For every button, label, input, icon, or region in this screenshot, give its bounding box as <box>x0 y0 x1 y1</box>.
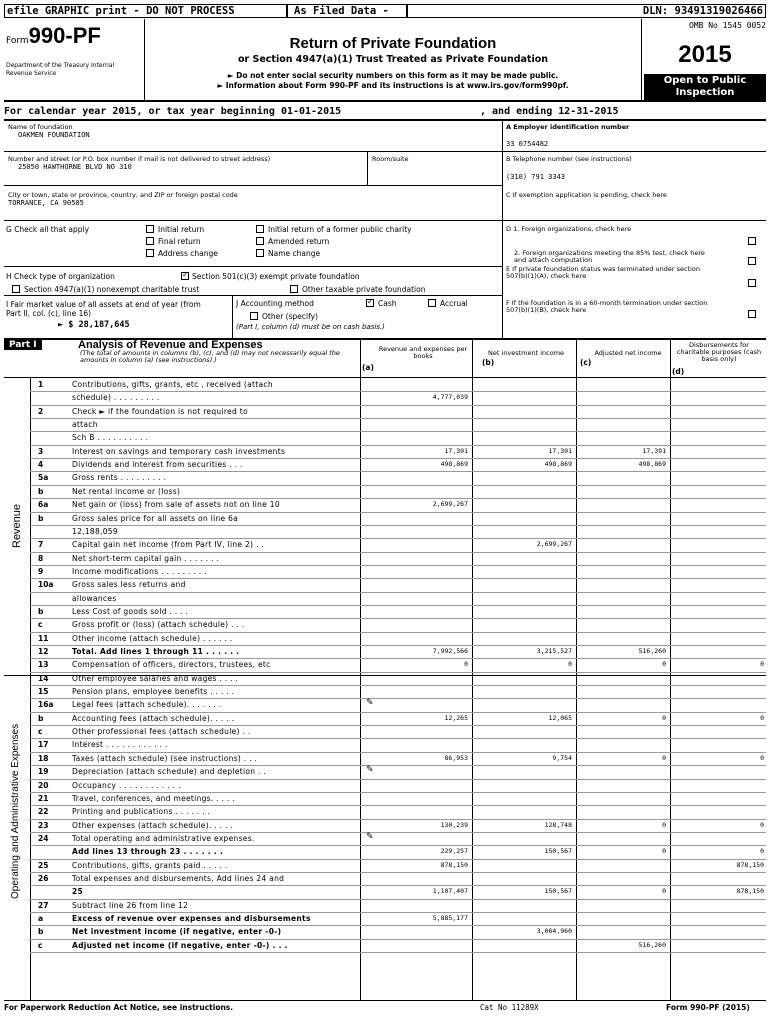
cell-col-a[interactable]: 17,391 <box>444 446 468 455</box>
telephone-value[interactable]: (310) 791 3343 <box>506 173 566 181</box>
department-label: Department of the Treasury Internal Revenue Service <box>6 62 115 77</box>
e-checkbox[interactable] <box>748 279 756 287</box>
line-number: 15 <box>38 687 49 697</box>
line-number: 3 <box>38 446 44 456</box>
col-a-letter: (a) <box>362 363 374 372</box>
line-number: c <box>38 940 43 950</box>
cell-col-c[interactable]: 0 <box>662 660 666 669</box>
cell-col-a[interactable]: 0 <box>464 660 468 669</box>
header-title-block <box>144 19 642 100</box>
exemption-pending-label: C If exemption application is pending, check here <box>506 191 667 199</box>
line-label: Legal fees (attach schedule). . . . . . . <box>72 700 222 710</box>
cell-col-d[interactable]: 878,150 <box>736 887 764 896</box>
cell-col-c[interactable]: 0 <box>662 753 666 762</box>
calendar-begin: For calendar year 2015, or tax year beginning 01-01-2015 <box>4 106 342 117</box>
name-label: Name of foundation <box>8 123 73 131</box>
line-label: Occupancy . . . . . . . . . . . . <box>72 780 181 790</box>
line-number: b <box>38 486 44 496</box>
line-number: 25 <box>38 860 49 870</box>
cell-col-a[interactable]: 1,107,407 <box>432 887 468 896</box>
telephone-label: B Telephone number (see instructions) <box>506 155 632 163</box>
line-label: Contributions, gifts, grants paid . . . . . <box>72 860 228 870</box>
info-note: ► Information about Form 990-PF and its instructions is at www.irs.gov/form990pf. <box>217 81 569 90</box>
tax-year: 2015 <box>678 41 732 68</box>
cell-col-c[interactable]: 0 <box>662 847 666 856</box>
open-to-public-badge: Open to Public Inspection <box>644 74 766 100</box>
line-number: 8 <box>38 553 44 563</box>
line-label: Excess of revenue over expenses and disbursements <box>72 914 311 923</box>
line-label: Accounting fees (attach schedule). . . . . <box>72 713 235 723</box>
cash-checkbox[interactable] <box>366 299 374 307</box>
initial-return-label: Initial return <box>158 225 205 234</box>
final-return-checkbox[interactable] <box>146 237 154 245</box>
line-label: Net rental income or (loss) <box>72 486 181 496</box>
line-label: Other employee salaries and wages . . . . <box>72 673 239 683</box>
part-description: (The total of amounts in columns (b), (c), and (d) may not necessarily equal the amounts in column (a) (see instructions).) <box>80 349 340 364</box>
line-label: Dividends and interest from securities . . . <box>72 460 243 470</box>
line-label: Other expenses (attach schedule). . . . . <box>72 820 234 830</box>
line-label: Other income (attach schedule) . . . . . . <box>72 633 233 643</box>
ein-value[interactable]: 33 0754482 <box>506 140 549 148</box>
former-charity-label: Initial return of a former public charity <box>268 225 412 234</box>
col-b-header: Net investment income <box>487 349 565 357</box>
attachment-icon[interactable]: ✎ <box>366 765 374 776</box>
line-number: 24 <box>38 833 49 843</box>
cell-col-b[interactable]: 150,567 <box>544 847 572 856</box>
cell-col-a[interactable]: 130,239 <box>440 820 468 829</box>
form-footer-id: Form 990-PF (2015) <box>666 1003 750 1012</box>
cell-col-a[interactable]: 229,257 <box>440 847 468 856</box>
cell-col-b[interactable]: 150,567 <box>544 887 572 896</box>
line-number: 21 <box>38 793 49 803</box>
4947-checkbox[interactable] <box>12 285 20 293</box>
d2-checkbox[interactable] <box>748 257 756 265</box>
line-label: Income modifications . . . . . . . . . <box>72 566 207 576</box>
omb-number: OMB No 1545 0052 <box>688 21 766 30</box>
cell-col-a[interactable]: 498,869 <box>440 460 468 469</box>
line-number: b <box>38 606 44 616</box>
form-subtitle: or Section 4947(a)(1) Trust Treated as Private Foundation <box>237 54 549 65</box>
line-number: 18 <box>38 753 49 763</box>
top-banner <box>4 4 766 18</box>
address-label: Number and street (or P.O. box number if mail is not delivered to street address) <box>8 155 271 163</box>
initial-return-checkbox[interactable] <box>146 225 154 233</box>
line-number: c <box>38 620 43 630</box>
accrual-label: Accrual <box>440 299 468 308</box>
cell-col-a[interactable]: 12,265 <box>444 713 468 722</box>
former-charity-checkbox[interactable] <box>256 225 264 233</box>
foreign-org-label: D 1. Foreign organizations, check here <box>506 225 632 233</box>
cell-col-d[interactable]: 0 <box>760 847 764 856</box>
cell-col-a[interactable]: 86,953 <box>444 753 468 762</box>
room-label: Room/suite <box>372 155 409 163</box>
cell-col-b[interactable]: 12,065 <box>548 713 572 722</box>
org-type-label: H Check type of organization <box>6 272 115 281</box>
name-change-label: Name change <box>268 249 321 258</box>
line-number: a <box>38 914 44 923</box>
catalog-number: Cat No 11289X <box>480 1003 539 1012</box>
cell-col-c[interactable]: 516,260 <box>638 940 666 949</box>
line-label: Total operating and administrative expenses. <box>72 833 255 843</box>
revenue-side-label: Revenue <box>11 503 23 549</box>
line-number: 10a <box>38 580 54 590</box>
line-number: b <box>38 713 44 723</box>
cell-col-d[interactable]: 0 <box>760 660 764 669</box>
address-change-label: Address change <box>158 249 218 258</box>
form-id: 990-PF <box>28 23 101 48</box>
city-label: City or town, state or province, country, and ZIP or foreign postal code <box>8 191 238 199</box>
f-checkbox[interactable] <box>748 310 756 318</box>
line-label: Interest . . . . . . . . . . . . <box>72 740 168 750</box>
terminated-status-label: E If private foundation status was terminated under section 507(b)(1)(A), check here <box>506 265 701 280</box>
cell-col-c[interactable]: 498,869 <box>638 460 666 469</box>
line-label: Capital gain net income (from Part IV, line 2) . . <box>72 540 265 550</box>
col-c-letter: (c) <box>580 358 592 367</box>
line-number: 20 <box>38 780 49 790</box>
amended-return-label: Amended return <box>268 237 330 246</box>
part-label: Part I <box>4 340 42 350</box>
final-return-label: Final return <box>158 237 201 246</box>
line-label: Net investment income (if negative, enter -0-) <box>72 927 282 937</box>
other-method-checkbox[interactable] <box>250 312 258 320</box>
ssn-note: ► Do not enter social security numbers on this form as it may be made public. <box>227 71 559 80</box>
line-number: 1 <box>38 380 44 389</box>
cell-col-b[interactable]: 498,869 <box>544 460 572 469</box>
line-label: Sch B . . . . . . . . . . <box>72 433 149 443</box>
line-label: Less Cost of goods sold . . . . <box>72 606 189 616</box>
line-label: Gross sales less returns and <box>72 580 186 590</box>
line-label: 12,188,059 <box>72 526 118 536</box>
cell-col-c[interactable]: 17,391 <box>642 446 666 455</box>
other-method-label: Other (specify) <box>262 312 318 321</box>
line-label: schedule) . . . . . . . . . <box>72 393 160 403</box>
accounting-method-label: J Accounting method <box>236 299 314 308</box>
cell-col-a[interactable]: 2,699,267 <box>432 500 468 509</box>
foundation-name[interactable]: OAKMEN FOUNDATION <box>18 131 90 139</box>
col-d-letter: (d) <box>672 367 685 376</box>
form-title: Return of Private Foundation <box>289 35 497 52</box>
line-number: 11 <box>38 633 49 643</box>
address-value[interactable]: 25050 HAWTHORNE BLVD NO 310 <box>18 163 132 171</box>
as-filed-label: As Filed Data - <box>288 5 408 17</box>
501c3-checkbox[interactable] <box>181 272 189 280</box>
line-label: Pension plans, employee benefits . . . . . <box>72 687 235 697</box>
cell-col-b[interactable]: 17,391 <box>548 446 572 455</box>
dln-number: DLN: 93491319026466 <box>642 5 763 17</box>
line-label: Subtract line 26 from line 12 <box>72 900 189 910</box>
line-label: Add lines 13 through 23 . . . . . . . <box>72 847 224 857</box>
col-b-letter: (b) <box>482 358 495 367</box>
amended-return-checkbox[interactable] <box>256 237 264 245</box>
cash-basis-note: (Part I, column (d) must be on cash basis.) <box>236 323 385 331</box>
address-change-checkbox[interactable] <box>146 249 154 257</box>
line-label: Adjusted net income (if negative, enter -0-) . . . <box>72 940 288 950</box>
line-label: Compensation of officers, directors, trustees, etc <box>72 660 271 670</box>
ein-label: A Employer identification number <box>506 123 630 131</box>
line-label: Interest on savings and temporary cash investments <box>72 446 286 456</box>
cell-col-b[interactable]: 3,215,527 <box>536 647 572 655</box>
line-label: Other professional fees (attach schedule) . . <box>72 727 251 737</box>
line-number: 2 <box>38 406 44 416</box>
line-number: 14 <box>38 673 49 683</box>
cell-col-a[interactable]: 4,777,039 <box>432 393 468 402</box>
expenses-side-label: Operating and Administrative Expenses <box>10 723 21 899</box>
line-number: 9 <box>38 566 44 576</box>
name-change-checkbox[interactable] <box>256 249 264 257</box>
line-label: Net gain or (loss) from sale of assets not on line 10 <box>72 500 280 510</box>
cell-col-c[interactable]: 0 <box>662 820 666 829</box>
cell-col-c[interactable]: 516,260 <box>638 647 666 655</box>
cell-col-a[interactable]: 878,150 <box>440 860 468 869</box>
cell-col-d[interactable]: 878,150 <box>736 860 764 869</box>
attachment-icon[interactable]: ✎ <box>366 698 374 709</box>
other-taxable-checkbox[interactable] <box>290 285 298 293</box>
line-number: 17 <box>38 740 49 750</box>
cell-col-d[interactable]: 0 <box>760 753 764 762</box>
cell-col-a[interactable]: 5,885,177 <box>432 914 468 922</box>
accrual-checkbox[interactable] <box>428 299 436 307</box>
line-number: 5a <box>38 473 49 483</box>
line-label: Gross rents . . . . . . . . . <box>72 473 167 483</box>
line-label: Gross profit or (loss) (attach schedule) . . . <box>72 620 245 630</box>
line-label: Contributions, gifts, grants, etc , received (attach <box>72 380 273 389</box>
line-number: 16a <box>38 700 54 710</box>
cell-col-a[interactable]: 7,992,566 <box>432 647 468 655</box>
line-number: c <box>38 727 43 737</box>
cash-label: Cash <box>378 299 397 308</box>
line-number: 23 <box>38 820 49 830</box>
line-label: Depreciation (attach schedule) and depletion . . <box>72 767 267 777</box>
line-label: Check ► if the foundation is not required to <box>72 406 248 416</box>
cell-col-d[interactable]: 0 <box>760 820 764 829</box>
attachment-icon[interactable]: ✎ <box>366 831 374 842</box>
form-number <box>6 23 101 49</box>
line-number: 6a <box>38 500 49 510</box>
line-number: 4 <box>38 460 44 470</box>
cell-col-b[interactable]: 3,064,960 <box>536 927 572 936</box>
foreign-85-label: 2. Foreign organizations meeting the 85% test, check here and attach computation <box>514 249 705 264</box>
line-label: Total. Add lines 1 through 11 . . . . . . <box>72 647 240 656</box>
fmv-value[interactable]: ► $ 28,187,645 <box>58 320 130 330</box>
line-label: Gross sales price for all assets on line 6a <box>72 513 239 523</box>
col-d-header: Disbursements for charitable purposes (cash basis only) <box>676 341 762 363</box>
city-value[interactable]: TORRANCE, CA 90505 <box>8 199 84 207</box>
line-label: allowances <box>72 593 117 603</box>
form-header <box>4 19 766 102</box>
line-number: 12 <box>38 647 49 656</box>
line-label: attach <box>72 420 98 430</box>
line-label: Total expenses and disbursements. Add lines 24 and <box>72 873 285 883</box>
line-number: b <box>38 927 44 937</box>
line-number: b <box>38 513 44 523</box>
line-number: 22 <box>38 807 49 817</box>
4947-label: Section 4947(a)(1) nonexempt charitable trust <box>24 285 200 294</box>
fmv-label: I Fair market value of all assets at end of year (from Part II, col. (c), line 16) <box>6 300 201 318</box>
cell-col-d[interactable]: 0 <box>760 713 764 722</box>
line-number: 27 <box>38 900 49 910</box>
line-label: 25 <box>72 887 84 897</box>
line-number: 26 <box>38 873 49 883</box>
line-number: 7 <box>38 540 44 550</box>
col-a-header: Revenue and expenses per books <box>378 345 468 360</box>
line-label: Net short-term capital gain . . . . . . . <box>72 553 220 563</box>
paperwork-notice: For Paperwork Reduction Act Notice, see instructions. <box>4 1003 234 1012</box>
line-label: Printing and publications . . . . . . . <box>72 807 211 817</box>
line-label: Taxes (attach schedule) (see instructions) . . . <box>72 753 258 763</box>
termination-60-label: F If the foundation is in a 60-month termination under section 507(b)(1)(B), check here <box>506 299 708 314</box>
cell-col-b[interactable]: 2,699,267 <box>536 540 572 549</box>
col-c-header: Adjusted net income <box>594 349 662 357</box>
d1-checkbox[interactable] <box>748 237 756 245</box>
501c3-label: Section 501(c)(3) exempt private foundation <box>192 272 360 281</box>
cell-col-b[interactable]: 0 <box>568 660 572 669</box>
efile-label: efile GRAPHIC print - DO NOT PROCESS <box>5 5 288 17</box>
line-number: 19 <box>38 767 49 777</box>
line-label: Travel, conferences, and meetings. . . . . <box>72 793 236 803</box>
cell-col-b[interactable]: 9,754 <box>552 753 572 762</box>
calendar-end: , and ending 12-31-2015 <box>480 106 619 117</box>
check-all-label: G Check all that apply <box>6 225 90 234</box>
other-taxable-label: Other taxable private foundation <box>302 285 426 294</box>
cell-col-c[interactable]: 0 <box>662 713 666 722</box>
form-prefix: Form <box>6 36 29 46</box>
line-number: 13 <box>38 660 49 670</box>
part-title: Analysis of Revenue and Expenses <box>78 339 263 351</box>
cell-col-b[interactable]: 128,748 <box>544 820 572 829</box>
cell-col-c[interactable]: 0 <box>662 887 666 896</box>
